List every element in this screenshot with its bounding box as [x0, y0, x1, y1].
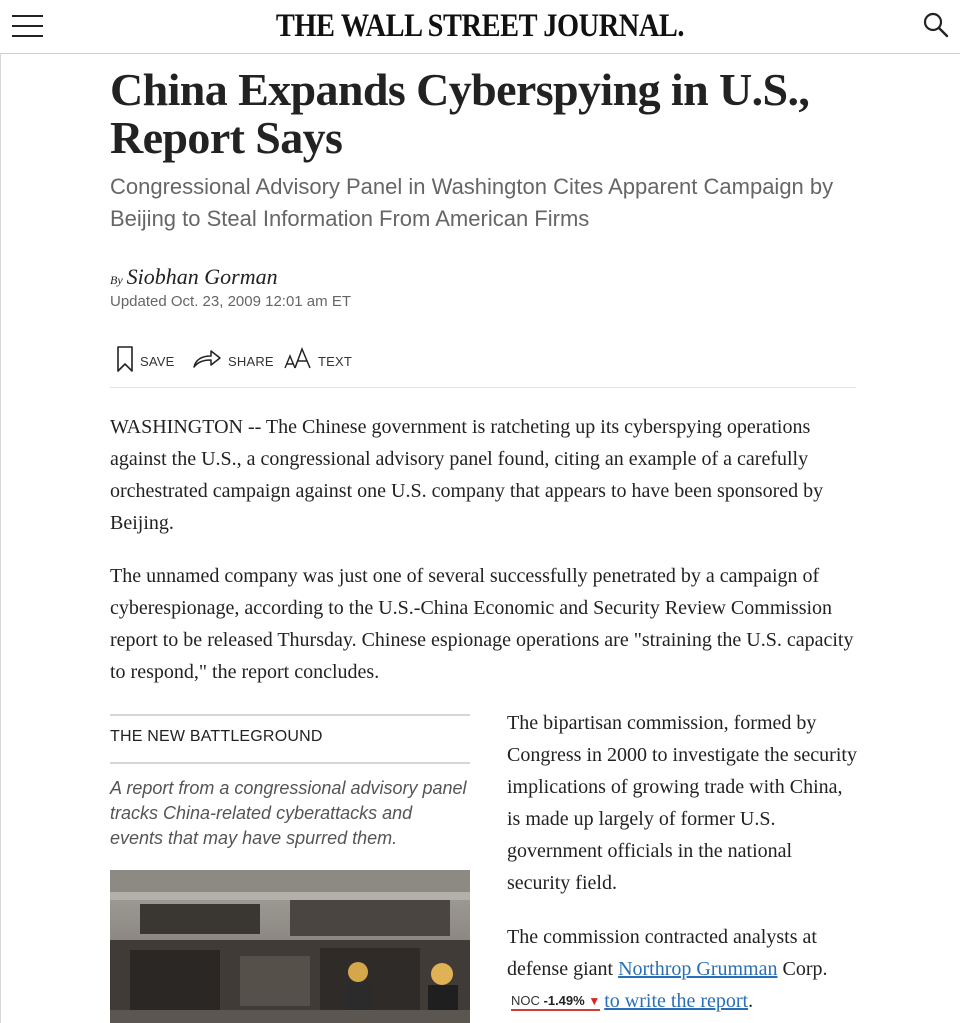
search-icon[interactable] [922, 11, 950, 39]
text-size-button[interactable] [284, 343, 352, 379]
share-arrow-icon [192, 347, 222, 376]
share-label: SHARE [228, 353, 274, 369]
article-paragraph: The unnamed company was just one of several successfully penetrated by a campaign of cyberespionage, according to the U.S.-China Economic and Security Review Commission report to be released Thursday. Chinese espionage operations are "straining the U.S. capacity to respond," the report concludes. [110, 565, 854, 683]
article-headline: China Expands Cyberspying in U.S., Report Says [110, 64, 810, 163]
paragraph-text: Corp. [777, 958, 828, 980]
sidebar-module [110, 714, 470, 851]
ticker-symbol: NOC [511, 993, 540, 1008]
save-label: SAVE [140, 353, 175, 369]
byline-prefix: By [110, 273, 123, 287]
stock-ticker[interactable] [511, 993, 600, 1011]
article-paragraph: WASHINGTON -- The Chinese government is ratcheting up its cyberspying operations against the U.S., a congressional advisory panel found, citing an example of a carefully orchestrated campaign against one U.S. company that appears to have been sponsored by Beijing. [110, 416, 824, 534]
bookmark-icon [116, 345, 134, 378]
paragraph-text: The commission contracted analysts at defense giant [507, 926, 817, 980]
save-button[interactable] [116, 343, 175, 379]
sidebar-divider [110, 714, 470, 716]
tools-divider [110, 387, 856, 388]
top-navigation-bar [0, 0, 960, 54]
article-timestamp: Updated Oct. 23, 2009 12:01 am ET [110, 293, 351, 310]
masthead-logo[interactable]: THE WALL STREET JOURNAL. [275, 8, 685, 44]
northrop-grumman-link[interactable]: Northrop Grumman [618, 958, 778, 980]
article-paragraph: The bipartisan commission, formed by Congress in 2000 to investigate the security implications of growing trade with China, is made up largely of former U.S. government officials in the national security field. [507, 712, 857, 894]
article-tools [110, 343, 856, 379]
share-button[interactable] [192, 343, 274, 379]
byline [110, 264, 278, 290]
sidebar-title: THE NEW BATTLEGROUND [110, 728, 323, 745]
text-label: TEXT [318, 353, 353, 369]
sidebar-divider [110, 762, 470, 764]
article-paragraph [507, 921, 857, 1017]
sidebar-caption: A report from a congressional advisory panel tracks China-related cyberattacks and events that may have spurred them. [110, 778, 467, 848]
article-photo[interactable] [110, 870, 470, 1023]
ticker-change: -1.49% [543, 993, 585, 1008]
paragraph-text: . [748, 990, 754, 1012]
article-subheadline: Congressional Advisory Panel in Washington Cites Apparent Campaign by Beijing to Steal Information From American Firms [110, 174, 834, 231]
author-name[interactable]: Siobhan Gorman [126, 264, 278, 289]
report-link[interactable]: to write the report [604, 990, 749, 1012]
down-arrow-icon: ▼ [588, 994, 601, 1008]
page-edge-divider [0, 53, 1, 1023]
text-size-icon [284, 346, 312, 377]
hamburger-menu-icon[interactable] [12, 13, 43, 39]
